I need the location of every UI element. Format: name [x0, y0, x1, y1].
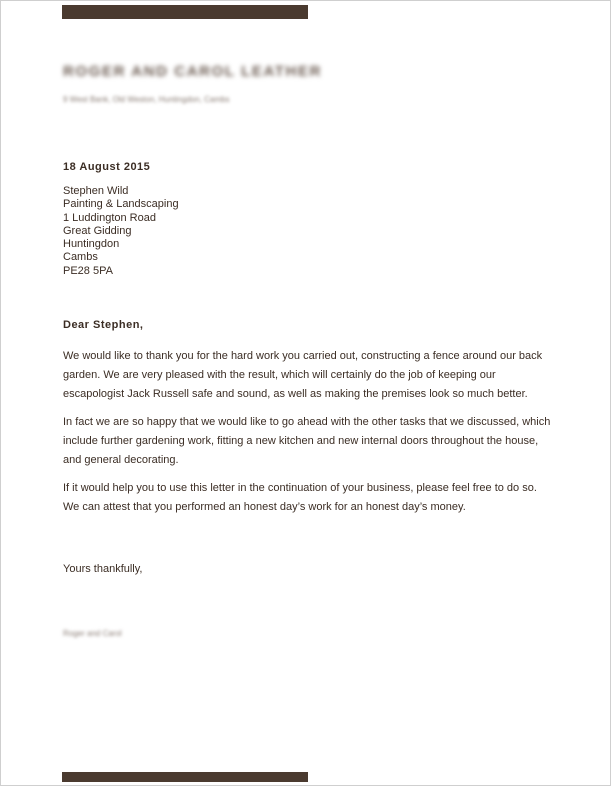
- recipient-line: Huntingdon: [63, 238, 120, 251]
- body-paragraph: If it would help you to use this letter in the continuation of your business, please feel free to do so. We can attest that you performed an honest day’s work for an honest day’s money.: [63, 482, 537, 513]
- salutation: Dear Stephen,: [63, 319, 144, 331]
- letter-body: [63, 347, 553, 526]
- recipient-line: Cambs: [63, 251, 98, 264]
- letterhead-name: ROGER AND CAROL LEATHER: [63, 63, 323, 80]
- body-paragraph: In fact we are so happy that we would like to go ahead with the other tasks that we discussed, which include further gardening work, fitting a new kitchen and new internal doors throughout the house, and general decorating.: [63, 416, 551, 466]
- letter-date: 18 August 2015: [63, 161, 151, 173]
- recipient-address: [63, 185, 179, 278]
- recipient-line: PE28 5PA: [63, 264, 113, 277]
- signature: Roger and Carol: [63, 629, 122, 638]
- bottom-accent-bar: [62, 772, 308, 782]
- recipient-line: Great Gidding: [63, 224, 132, 237]
- letterhead-address: 9 West Bank, Old Weston, Huntingdon, Cambs: [63, 95, 230, 104]
- top-accent-bar: [62, 5, 308, 19]
- recipient-line: Stephen Wild: [63, 185, 129, 197]
- closing: Yours thankfully,: [63, 563, 143, 575]
- recipient-line: 1 Luddington Road: [63, 211, 156, 224]
- body-paragraph: We would like to thank you for the hard work you carried out, constructing a fence around our back garden. We are very pleased with the result, which will certainly do the job of keeping our escapologist Jack Russell safe and sound, as well as making the premises look so much better.: [63, 350, 543, 400]
- recipient-line: Painting & Landscaping: [63, 198, 179, 211]
